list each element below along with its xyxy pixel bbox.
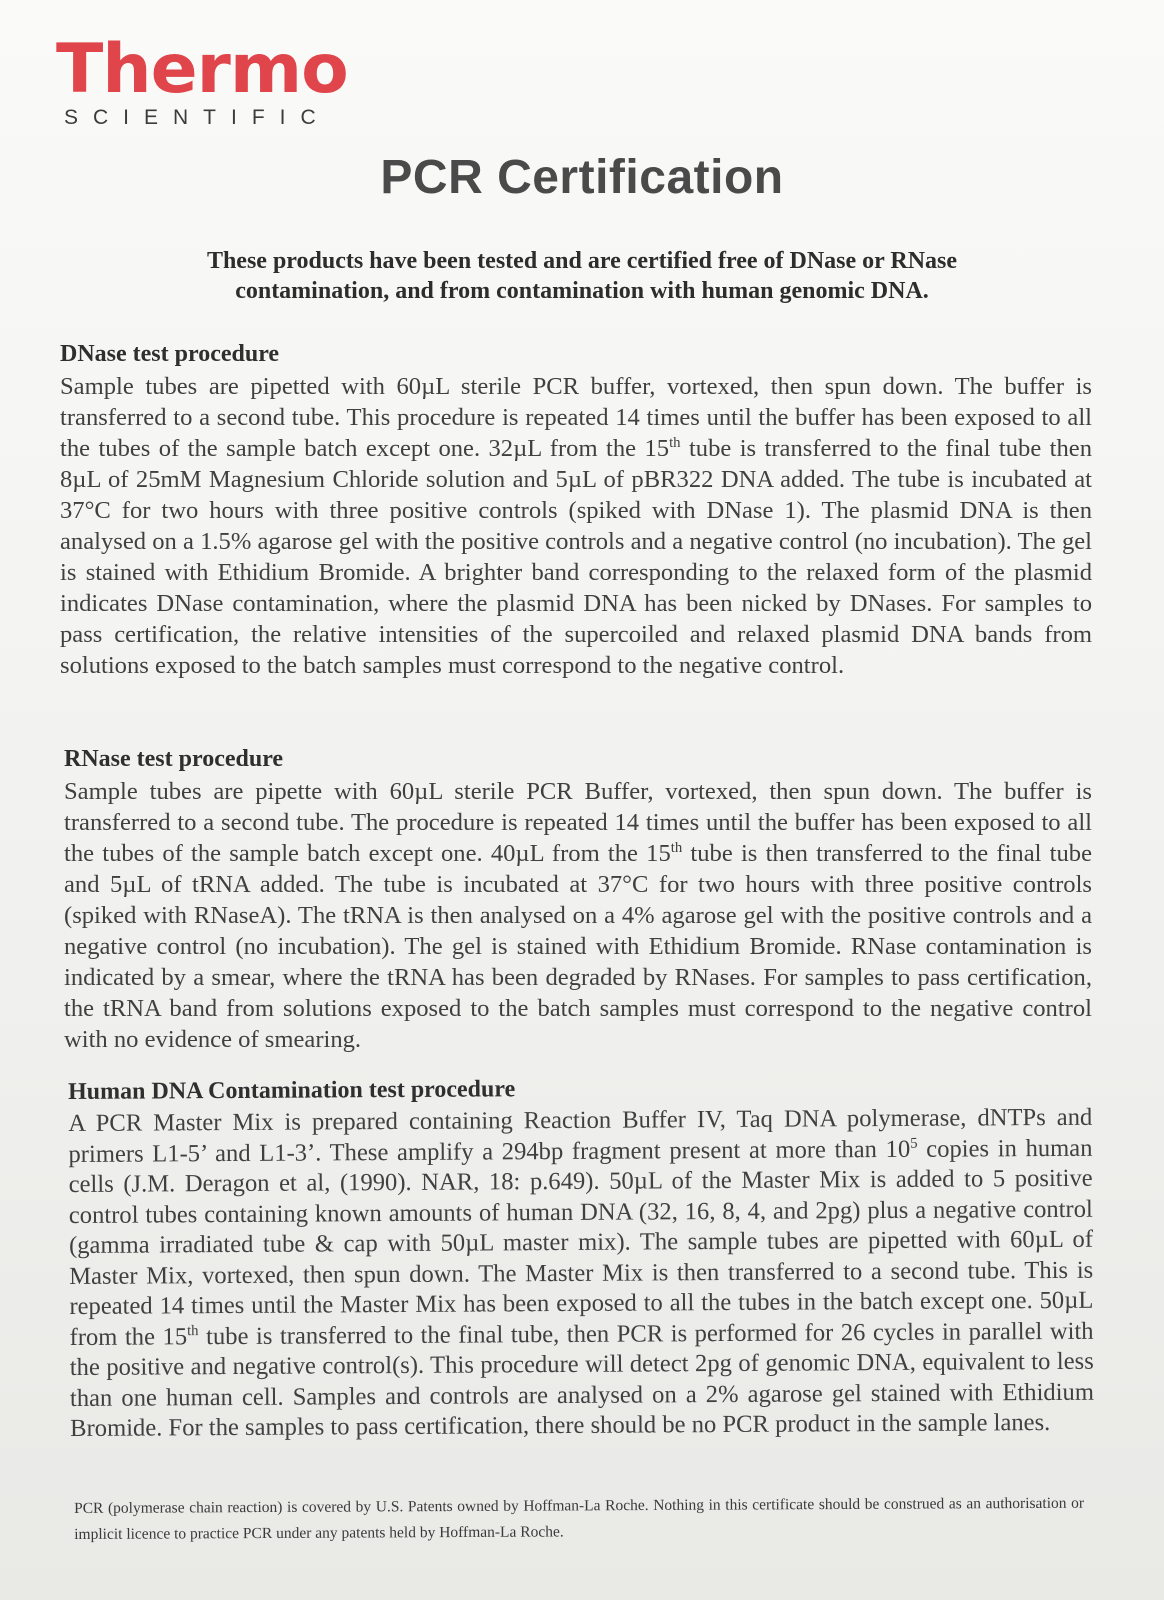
patent-footnote: PCR (polymerase chain reaction) is covered by U.S. Patents owned by Hoffman-La Roche. Nothing in this certificate should be construed as an authorisation or implicit licence to practice PCR under any patents held by Hoffman-La Roche. xyxy=(74,1494,1085,1543)
human-dna-body xyxy=(68,1103,1094,1445)
rnase-superscript: th xyxy=(670,839,683,856)
human-body-part3: tube is transferred to the final tube, then PCR is performed for 26 cycles in parallel with the positive and negative control(s). This procedure will detect 2pg of genomic DNA, equivalent to less than one human cell. Samples and controls are analysed on a 2% agarose gel stained with Ethidium Bromide. For the samples to pass certification, there should be no PCR product in the sample lanes. xyxy=(69,1317,1095,1442)
dnase-superscript: th xyxy=(669,434,681,451)
rnase-body xyxy=(64,776,1092,1055)
dnase-body xyxy=(60,371,1092,681)
dnase-body-part2: tube is transferred to the final tube then 8µL of 25mM Magnesium Chloride solution and 5µL of pBR322 DNA added. The tube is incubated at 37°C for two hours with three positive controls (spiked with DNase 1). The plasmid DNA is then analysed on a 1.5% agarose gel with the positive controls and a negative control (no incubation). The gel is stained with Ethidium Bromide. A brighter band corresponding to the relaxed form of the plasmid indicates DNase contamination, where the plasmid DNA has been nicked by DNases. For samples to pass certification, the relative intensities of the supercoiled and relaxed plasmid DNA bands from solutions exposed to the batch samples must correspond to the negative control. xyxy=(60,435,1092,679)
dnase-body-part1: Sample tubes are pipetted with 60µL sterile PCR buffer, vortexed, then spun down. The buffer is transferred to a second tube. This procedure is repeated 14 times until the buffer has been exposed to all the tubes of the sample batch except one. 32µL from the 15 xyxy=(60,373,1092,462)
rnase-heading: RNase test procedure xyxy=(64,746,284,772)
thermo-scientific-logo xyxy=(56,30,348,130)
logo-subtitle: SCIENTIFIC xyxy=(64,106,331,129)
logo-brand: Thermo xyxy=(56,30,348,109)
certification-statement: These products have been tested and are certified free of DNase or RNase contamination, and from contamination with human genomic DNA. xyxy=(206,248,958,304)
dnase-section xyxy=(60,340,1092,681)
page-title: PCR Certification xyxy=(380,151,784,204)
human-superscript-ordinal: th xyxy=(187,1322,199,1339)
human-dna-section xyxy=(68,1072,1094,1445)
rnase-body-part2: tube is then transferred to the final tube and 5µL of tRNA added. The tube is incubated at 37°C for two hours with three positive controls (spiked with RNaseA). The tRNA is then analysed on a 4% agarose gel with the positive controls and a negative control (no incubation). The gel is stained with Ethidium Bromide. RNase contamination is indicated by a smear, where the tRNA has been degraded by RNases. For samples to pass certification, the tRNA band from solutions exposed to the batch samples must correspond to the negative control with no evidence of smearing. xyxy=(64,840,1092,1053)
human-body-part2: copies in human cells (J.M. Deragon et al, (1990). NAR, 18: p.649). 50µL of the Master Mix is added to 5 positive control tubes containing known amounts of human DNA (32, 16, 8, 4, and 2pg) plus a negative control (gamma irradiated tube & cap with 50µL master mix). The sample tubes are pipetted with 60µL of Master Mix, vortexed, then spun down. The Master Mix is then transferred to a second tube. This is repeated 14 times until the Master Mix has been exposed to all the tubes in the batch except one. 50µL from the 15 xyxy=(68,1134,1094,1351)
rnase-section xyxy=(64,745,1092,1055)
rnase-body-part1: Sample tubes are pipette with 60µL sterile PCR Buffer, vortexed, then spun down. The buffer is transferred to a second tube. The procedure is repeated 14 times until the buffer has been exposed to all the tubes of the sample batch except one. 40µL from the 15 xyxy=(64,778,1092,867)
human-body-part1: A PCR Master Mix is prepared containing Reaction Buffer IV, Taq DNA polymerase, dNTPs and primers L1-5’ and L1-3’. These amplify a 294bp fragment present at more than 10 xyxy=(68,1103,1093,1168)
human-superscript-exponent: 5 xyxy=(910,1135,918,1152)
dnase-heading: DNase test procedure xyxy=(60,341,280,367)
human-dna-heading: Human DNA Contamination test procedure xyxy=(68,1076,516,1105)
